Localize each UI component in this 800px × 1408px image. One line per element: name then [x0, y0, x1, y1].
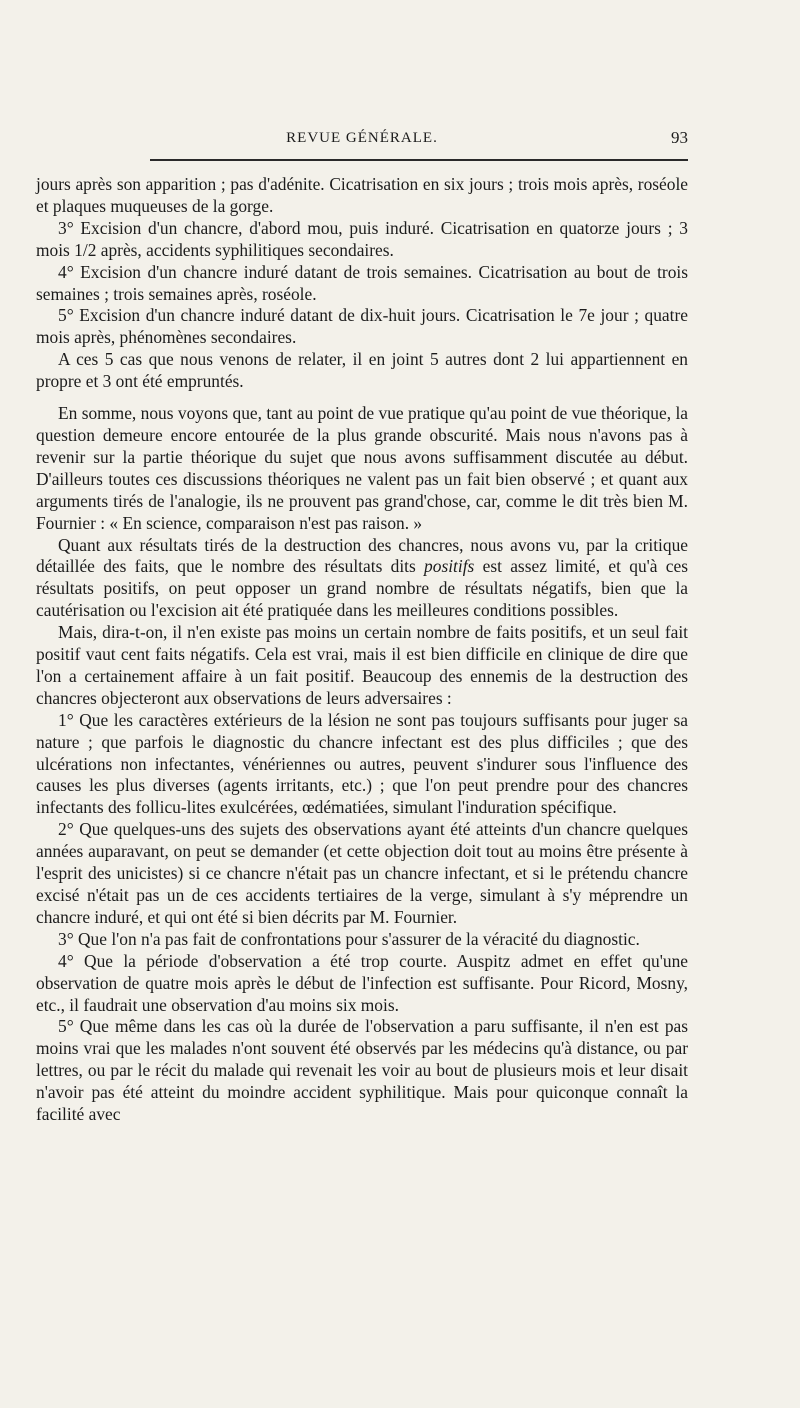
paragraph: 5° Que même dans les cas où la durée de l'observation a paru suffisante, il n'en est pas moins vrai que les malades n'ont souvent été observés par les médecins qu'à distance, ou par lettres, ou par le récit du malade qui revenait les voir au bout de plusieurs mois et leur disait n'avoir pas été atteint du moindre accident syphilitique. Mais pour quiconque connaît la facilité avec: [36, 1016, 688, 1125]
paragraph: 4° Excision d'un chancre induré datant de trois semaines. Cicatrisation au bout de trois semaines ; trois semaines après, roséole.: [36, 261, 688, 304]
body-text: [36, 174, 688, 1126]
paragraph-text: Quant aux résultats tirés de la destruction des chancres, nous avons vu, par la critique détaillée des faits, que le nombre des résultats dits: [36, 534, 688, 577]
paragraph: Mais, dira-t-on, il n'en existe pas moins un certain nombre de faits positifs, et un seul fait positif vaut cent faits négatifs. Cela est vrai, mais il est bien difficile en clinique de dire que l'on a certainement affaire à un fait positif. Beaucoup des ennemis de la destruction des chancres objecteront aux observations de leurs adversaires :: [36, 622, 688, 708]
paragraph-text: est assez limité, et qu'à ces résultats positifs, on peut opposer un grand nombre de résultats négatifs, bien que la cautérisation ou l'excision ait été pratiquée dans les meilleures conditions possibles.: [36, 556, 688, 621]
paragraph: 3° Que l'on n'a pas fait de confrontations pour s'assurer de la véracité du diagnostic.: [58, 928, 640, 949]
paragraph: 3° Excision d'un chancre, d'abord mou, puis induré. Cicatrisation en quatorze jours ; 3 mois 1/2 après, accidents syphilitiques secondaires.: [36, 217, 688, 260]
page-number: 93: [671, 128, 688, 147]
running-title: REVUE GÉNÉRALE.: [286, 130, 438, 146]
paragraph: jours après son apparition ; pas d'adénite. Cicatrisation en six jours ; trois mois après, roséole et plaques muqueuses de la gorge.: [36, 174, 688, 216]
paragraph: A ces 5 cas que nous venons de relater, il en joint 5 autres dont 2 lui appartiennent en propre et 3 ont été empruntés.: [36, 349, 688, 392]
paragraph: 5° Excision d'un chancre induré datant de dix-huit jours. Cicatrisation le 7e jour ; quatre mois après, phénomènes secondaires.: [36, 305, 688, 348]
paragraph: 2° Que quelques-uns des sujets des observations ayant été atteints d'un chancre quelques années auparavant, on peut se demander (et cette objection doit tout au moins être présente à l'esprit des unicistes) si ce chancre n'était pas un chancre infectant, et si le prétendu chancre excisé n'était pas un de ces accidents tertiaires de la verge, simulant à s'y méprendre un chancre induré, et qui ont été si bien décrits par M. Fournier.: [36, 819, 688, 927]
page-header: [36, 126, 688, 152]
paragraph: 4° Que la période d'observation a été trop courte. Auspitz admet en effet qu'une observation de quatre mois après le début de l'infection est suffisante. Pour Ricord, Mosny, etc., il faudrait une observation d'au moins six mois.: [36, 950, 688, 1015]
paragraph: [36, 535, 688, 623]
paragraph: 1° Que les caractères extérieurs de la lésion ne sont pas toujours suffisants pour juger sa nature ; que parfois le diagnostic du chancre infectant est des plus difficiles ; que des ulcérations non infectantes, vénériennes ou autres, peuvent s'indurer sous l'influence des causes les plus diverses (agents irritants, etc.) ; que l'on peut prendre pour des chancres infectants des follicu-lites exulcérées, œdématiées, simulant l'induration spécifique.: [36, 709, 688, 818]
header-rule: [150, 159, 688, 161]
emphasis-text: positifs: [424, 556, 475, 577]
paragraph: En somme, nous voyons que, tant au point de vue pratique qu'au point de vue théorique, la question demeure encore entourée de la plus grande obscurité. Mais nous n'avons pas à revenir sur la partie théorique du sujet que nous avons suffisamment discutée au début. D'ailleurs toutes ces discussions théoriques ne valent pas un fait bien observé ; et quant aux arguments tirés de l'analogie, ils ne prouvent pas grand'chose, car, comme le dit très bien M. Fournier : « En science, comparaison n'est pas raison. »: [36, 403, 688, 533]
